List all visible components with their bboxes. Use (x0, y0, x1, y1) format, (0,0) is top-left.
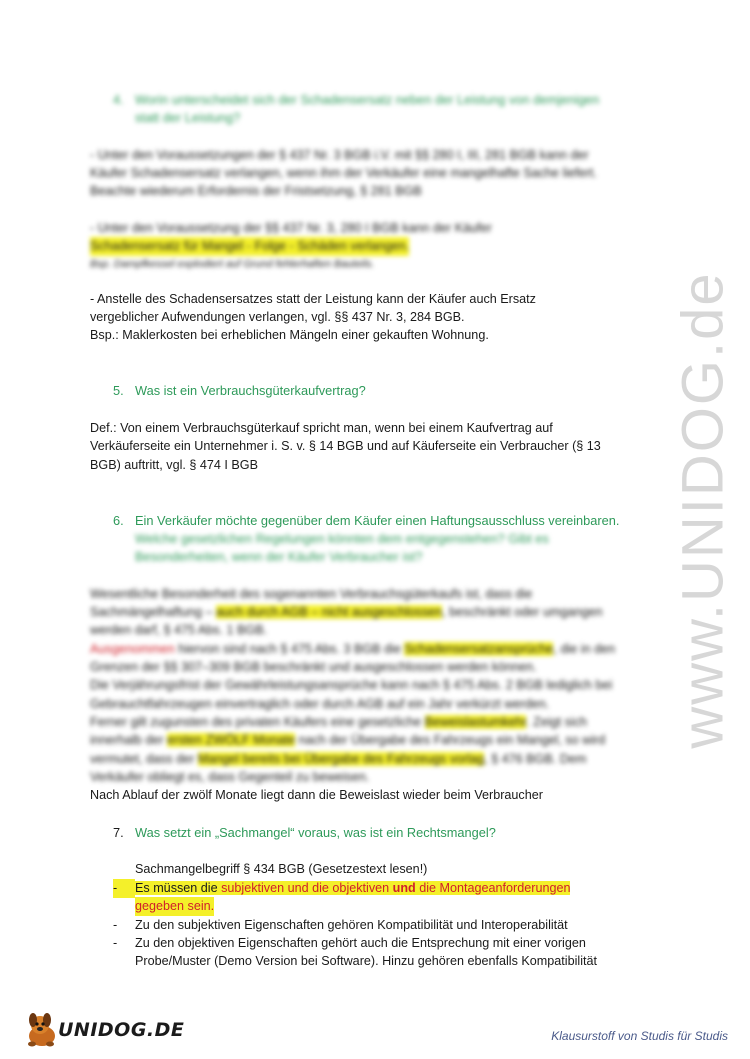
section-5-line-2: Verkäuferseite ein Unternehmer i. S. v. § 14 BGB und auf Käuferseite ein Verbraucher (§ 13 (90, 439, 601, 453)
bullet-3-dash: - (113, 936, 118, 950)
section-7-number: 7. (113, 825, 124, 840)
section-4-paragraph-3-line-3: Bsp.: Maklerkosten bei erheblichen Mängeln einer gekauften Wohnung. (90, 328, 489, 342)
section-6-clear-line: Nach Ablauf der zwölf Monate liegt dann die Beweislast wieder beim Verbraucher (90, 788, 543, 802)
section-6-body-line-8: Ferner gilt zugunsten des privaten Käufers eine gesetzliche Beweislastumkehr. Zeigt sich (90, 715, 588, 729)
section-5-line-1: Def.: Von einem Verbrauchsgüterkauf spricht man, wenn bei einem Kaufvertrag auf (90, 421, 553, 435)
section-4-paragraph-3-line-1: - Anstelle des Schadensersatzes statt der Leistung kann der Käufer auch Ersatz (90, 292, 536, 306)
section-4-question-line-1: Worin unterscheidet sich der Schadensersatz neben der Leistung von demjenigen (135, 92, 600, 107)
footer-brand: UNIDOG.DE (58, 1019, 185, 1041)
section-6-body-line-11: Verkäufer obliegt es, dass Gegenteil zu beweisen. (90, 770, 370, 784)
bullet-2-dash: - (113, 918, 118, 932)
section-6-body-line-2: Sachmängelhaftung – auch durch AGB – nicht ausgeschlossen, beschränkt oder umgangen (90, 605, 603, 619)
section-4-paragraph-1-line-3: Beachte wiederum Erfordernis der Fristsetzung, § 281 BGB (90, 184, 422, 198)
section-7-question: Was setzt ein „Sachmangel“ voraus, was ist ein Rechtsmangel? (135, 825, 496, 840)
highlight-schadensersatz: Schadensersatzansprüche (404, 642, 554, 656)
section-6-question-line-2: Welche gesetzlichen Regelungen könnten dem entgegenstehen? Gibt es (135, 531, 549, 546)
red-ausgenommen: Ausgenommen (90, 642, 175, 656)
section-6-number: 6. (113, 513, 124, 528)
highlight-mangel-uebergabe: Mangel bereits bei Übergabe des Fahrzeugs vorlag (197, 752, 485, 766)
section-5-line-3: BGB) auftritt, vgl. § 474 I BGB (90, 458, 258, 472)
section-4-paragraph-1-line-2: Käufer Schadensersatz verlangen, wenn ihm der Verkäufer eine mangelhafte Sache liefert. (90, 166, 597, 180)
section-6-body-line-4: Ausgenommen hiervon sind nach § 475 Abs. 3 BGB die Schadensersatzansprüche, die in den (90, 642, 616, 656)
section-6-body-line-1: Wesentliche Besonderheit des sogenannten Verbrauchsgüterkaufs ist, dass die (90, 587, 533, 601)
unidog-watermark: www.UNIDOG.de (670, 271, 736, 749)
section-6-body-line-7: Gebrauchtfahrzeugen einvertraglich oder durch AGB auf ein Jahr verkürzt werden. (90, 697, 550, 711)
bullet-3-line-1: Zu den objektiven Eigenschaften gehört auch die Entsprechung mit einer vorigen (135, 936, 586, 950)
bullet-1-dash: - (113, 879, 135, 898)
bullet-1-line-1: Es müssen die subjektiven und die objektiven und die Montageanforderungen (135, 881, 571, 895)
section-7-intro: Sachmangelbegriff § 434 BGB (Gesetzestext lesen!) (135, 862, 428, 876)
section-5-number: 5. (113, 383, 124, 398)
section-4-number: 4. (113, 92, 124, 107)
section-6-body-line-10: vermutet, dass der Mangel bereits bei Übergabe des Fahrzeugs vorlag, § 476 BGB. Dem (90, 752, 587, 766)
section-6-body-line-5: Grenzen der §§ 307–309 BGB beschränkt und ausgeschlossen werden können. (90, 660, 537, 674)
section-4-paragraph-2-highlight: Schadensersatz für Mangel - Folge - Schäden verlangen. (90, 237, 409, 256)
section-4-paragraph-2-line-1: - Unter den Voraussetzung der §§ 437 Nr. 3, 280 I BGB kann der Käufer (90, 221, 492, 235)
highlight-zwoelf-monate: ersten ZWÖLF Monate (167, 733, 296, 747)
highlight-agb: auch durch AGB – nicht ausgeschlossen (216, 605, 443, 619)
section-5-question: Was ist ein Verbrauchsgüterkaufvertrag? (135, 383, 366, 398)
section-6-body-line-6: Die Verjährungsfrist der Gewährleistungsansprüche kann nach § 475 Abs. 2 BGB lediglich bei (90, 678, 613, 692)
section-6-question-line-1: Ein Verkäufer möchte gegenüber dem Käufer einen Haftungsausschluss vereinbaren. (135, 513, 620, 528)
footer-slogan: Klausurstoff von Studis für Studis (551, 1029, 728, 1043)
section-4-paragraph-3-line-2: vergeblicher Aufwendungen verlangen, vgl. §§ 437 Nr. 3, 284 BGB. (90, 310, 465, 324)
section-6-body-line-9: innerhalb der ersten ZWÖLF Monate nach der Übergabe des Fahrzeugs ein Mangel, so wird (90, 733, 606, 747)
bullet-1-bold-und: und (392, 881, 416, 895)
highlight-beweislast: Beweislastumkehr (424, 715, 527, 729)
bullet-1-red-text: subjektiven und die objektiven (221, 881, 393, 895)
bullet-3-line-2: Probe/Muster (Demo Version bei Software). Hinzu gehören ebenfalls Kompatibilität (135, 954, 598, 968)
section-6-body-line-3: werden darf, § 475 Abs. 1 BGB. (90, 623, 268, 637)
bullet-1-line-2: gegeben sein. (135, 897, 214, 916)
section-4-paragraph-1-line-1: - Unter den Voraussetzungen der § 437 Nr. 3 BGB i.V. mit §§ 280 I, III, 281 BGB kann der (90, 148, 589, 162)
section-4-question-line-2: statt der Leistung? (135, 110, 241, 125)
section-6-question-line-3: Besonderheiten, wenn der Käufer Verbraucher ist? (135, 549, 423, 564)
section-4-example: Bsp. Dampfkessel explodiert auf Grund fehlerhaften Bauteils. (90, 258, 375, 270)
bullet-2-text: Zu den subjektiven Eigenschaften gehören Kompatibilität und Interoperabilität (135, 918, 568, 932)
